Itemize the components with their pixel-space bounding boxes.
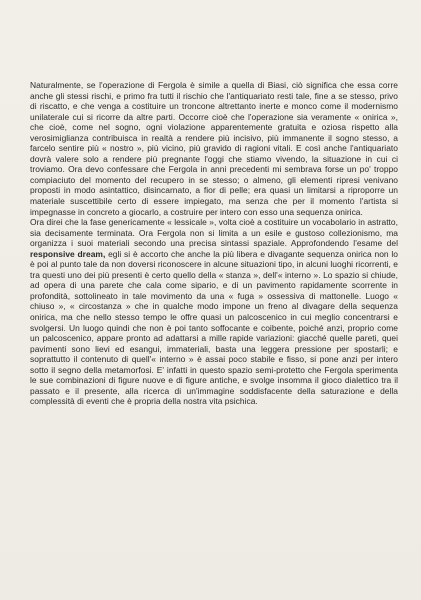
emphasized-term: responsive dream, (30, 248, 106, 259)
text-column (30, 80, 398, 407)
paragraph-2 (30, 217, 398, 407)
paragraph-1: Naturalmente, se l'operazione di Fergola è simile a quella di Biasi, ciò significa che essa corre anche gli stessi rischi, e primo fra tutti il rischio che l'antiquariato resti tale, fine a se stesso, privo di riscatto, e che venga a costituire un troncone altrettanto inerte e monco come il modernismo unilaterale cui si ricorre da altre parti. Occorre cioè che l'operazione sia veramente « onirica », che cioè, come nel sogno, ogni violazione apparentemente gratuita e oziosa rispetto alla verosimiglianza contribuisca in realtà a rendere più incisivo, più immanente il sogno stesso, a farcelo sentire più « nostro », più vicino, più gravido di ragioni vitali. E così anche l'antiquariato dovrà valere solo a rendere più pregnante l'oggi che stiamo vivendo, la situazione in cui ci troviamo. Ora devo confessare che Fergola in anni precedenti mi sembrava forse un po' troppo compiaciuto del momento del recupero in se stesso; o almeno, gli elementi ripresi venivano proposti in modo asintattico, disincarnato, a fior di pelle; era quasi un limitarsi a riproporre un materiale suscettibile certo di essere impiegato, ma senza che per il momento l'artista si impegnasse in concreto a giocarlo, a costruire per intero con esso una sequenza onirica. (30, 80, 398, 217)
paragraph-2-text-before: Ora direi che la fase genericamente « lessicale », volta cioè a costituire un vocabolario in astratto, sia decisamente terminata. Ora Fergola non si limita a un esile e gustoso collezionismo, ma organizza i suoi materiali secondo una precisa sintassi spaziale. Approfondendo l'esame del (30, 217, 398, 249)
paragraph-2-text-after: egli si è accorto che anche la più libera e divagante sequenza onirica non lo è poi al punto tale da non doversi riconoscere in alcune situazioni tipo, in alcuni luoghi ricorrenti, e tra questi uno dei più presenti è certo quello della « stanza », dell'« interno ». Lo spazio si chiude, ad opera di una parete che cala come sipario, e di un pavimento rapidamente scorrente in profondità, sottolineato in tale movimento da una « fuga » ossessiva di mattonelle. Luogo « chiuso », « circostanza » che in qualche modo impone un freno al divagare della sequenza onirica, ma che nello stesso tempo le offre quasi un palcoscenico in cui meglio concentrarsi e svolgersi. Un luogo quindi che non è poi tanto soffocante e coibente, poiché anzi, proprio come un palcoscenico, appare pronto ad adattarsi a mille rapide variazioni: giacché quelle pareti, quei pavimenti sono lievi ed esangui, immateriali, basta una leggera pressione per spostarli; e soprattutto il contenuto di quell'« interno » è assai poco stabile e fisso, si pone anzi per intero sotto il segno della metamorfosi. E' infatti in questo spazio semi-protetto che Fergola sperimenta le sue combinazioni di figure nuove e di figure antiche, e svolge insomma il gioco dialettico tra il passato e il presente, alla ricerca di un'immagine soddisfacente della saturazione e della complessità di eventi che è propria della nostra vita psichica. (30, 248, 399, 407)
